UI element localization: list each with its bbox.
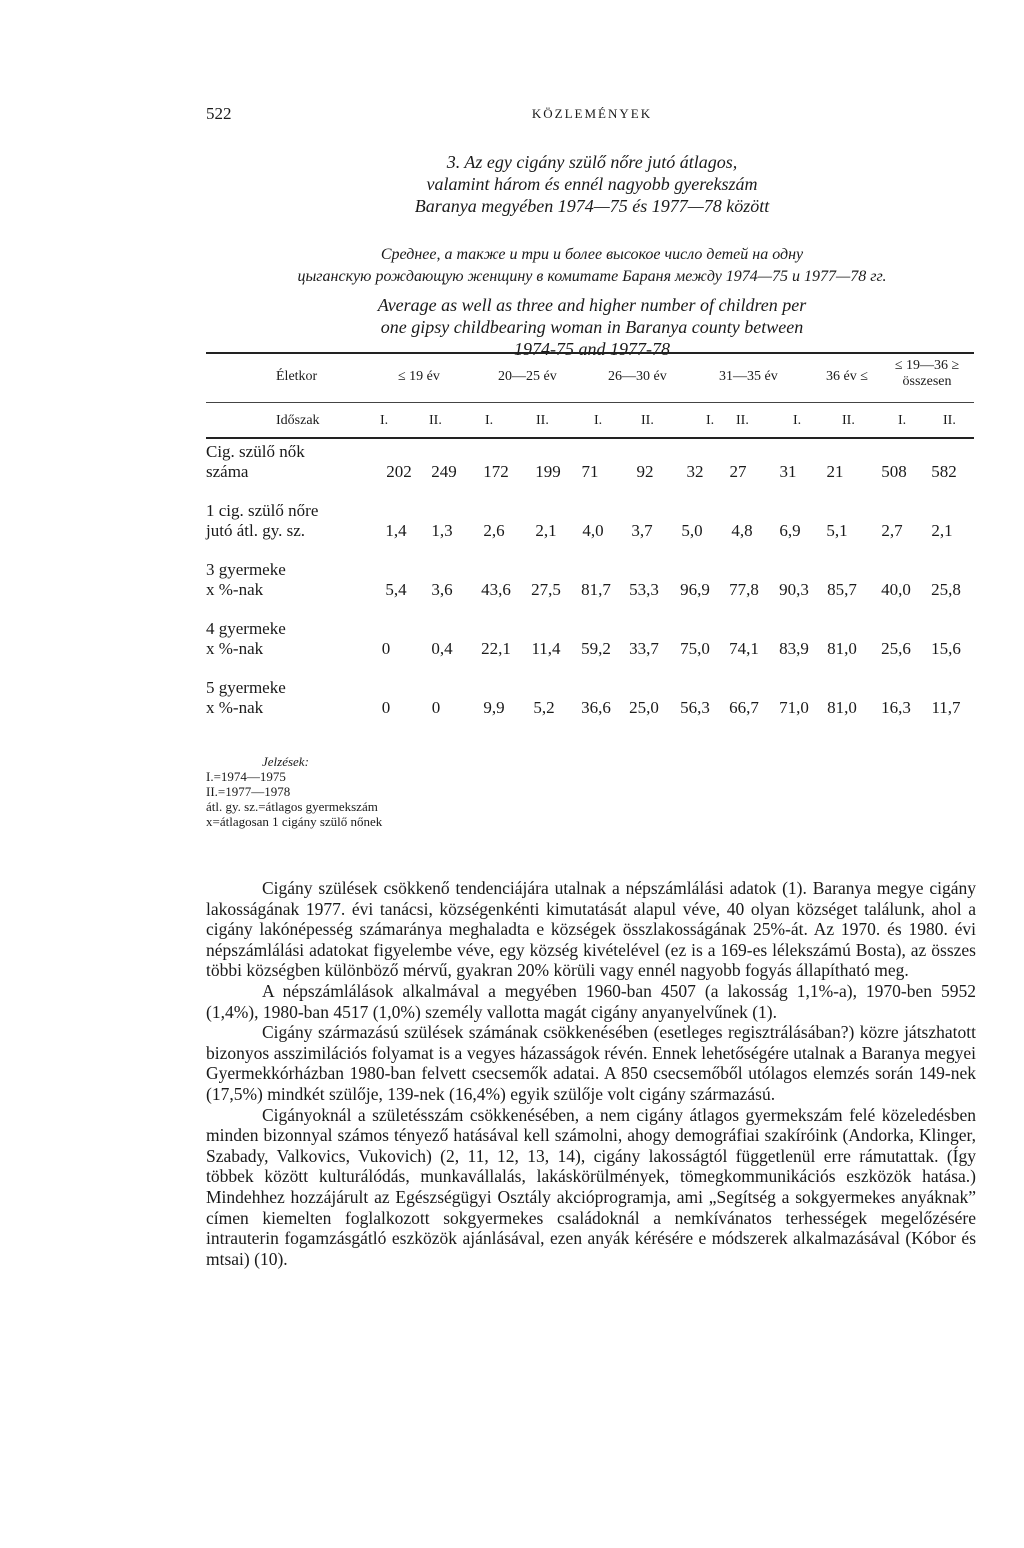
row-label: x %-nak (206, 580, 264, 599)
table-cell: 16,3 (881, 698, 911, 717)
row-label: 5 gyermeke (206, 678, 286, 697)
period-cell: I. (485, 413, 494, 428)
row-label: Cig. szülő nők (206, 442, 305, 461)
age-group-header: ≤ 19—36 ≥ (894, 358, 960, 373)
period-cell: I. (898, 413, 907, 428)
data-table-header (206, 352, 974, 439)
table-cell: 15,6 (931, 639, 961, 658)
table-cell: 56,3 (680, 698, 710, 717)
legend-item: I.=1974—1975 (206, 769, 286, 784)
table-cell: 1,3 (431, 521, 453, 540)
table-cell: 6,9 (779, 521, 801, 540)
row-label: x %-nak (206, 698, 264, 717)
row-label: 4 gyermeke (206, 619, 286, 638)
table-cell: 5,4 (385, 580, 407, 599)
period-cell: II. (736, 413, 749, 428)
table-caption-english (206, 294, 978, 360)
period-cell: I. (594, 413, 603, 428)
table-legend (206, 754, 382, 829)
legend-item: átl. gy. sz.=átlagos gyermekszám (206, 799, 378, 814)
row-label: 1 cig. szülő nőre (206, 501, 319, 520)
paragraph: Cigányoknál a születésszám csökkenésében, a nem cigány átlagos gyermekszám felé közeledésben minden bizonnyal számos tényező hatásával kell számolni, ahogy demográfiai szakíróink (Andorka, Klinger, Szabady, Valkovics, Vukovich) (2, 11, 12, 13, 14), cigány lakosságtól függetlenül erre rámutattak. (Így többek között kulturálódás, munkavállalás, lakáskörülmények, tömegkommunikációs eszközök hatása.) Mindehhez hozzájárult az Egészségügyi Osztály akcióprogramja, ami „Segítség a sokgyermekes anyáknak” címen kiemelten foglalkozott sokgyermekes családoknál a nemkívánatos terhességek megelőzésére intrauterin fogamzásgátló eszközök ajánlásával, ezen anyák kérésére e módszerek alkalmazásával (Kóbor és mtsai) (10). (206, 1104, 976, 1269)
caption-line: Среднее, а также и три и более высокое число детей на одну (380, 246, 804, 263)
running-head (206, 104, 978, 128)
period-label: Időszak (276, 413, 320, 428)
table-cell: 96,9 (680, 580, 710, 599)
paragraph: A népszámlálások alkalmával a megyében 1960-ban 4507 (a lakosság 1,1%-a), 1970-ben 5952 (1,4%), 1980-ban 4517 (1,0%) személy vallotta magát cigány anyanyelvűnek (1). (206, 980, 976, 1022)
table-cell: 2,1 (931, 521, 953, 540)
table-cell: 0 (381, 698, 391, 717)
legend-title: Jelzések: (262, 754, 309, 769)
table-cell: 9,9 (483, 698, 505, 717)
table-cell: 43,6 (481, 580, 511, 599)
period-cell: I. (793, 413, 802, 428)
total-header: összesen (902, 374, 952, 389)
period-cell: I. (380, 413, 389, 428)
legend-item: II.=1977—1978 (206, 784, 291, 799)
header-bottom-rule (206, 437, 974, 439)
table-cell: 83,9 (779, 639, 809, 658)
caption-line: Baranya megyében 1974—75 és 1977—78 között (414, 196, 770, 216)
table-cell: 40,0 (881, 580, 911, 599)
table-cell: 3,7 (631, 521, 653, 540)
paragraph: Cigány származású szülések számának csökkenésében (esetleges regisztrálásában?) közre játszhatott bizonyos asszimilációs folyamat is a vegyes házasságok révén. Ennek lehetőségére utalnak a Baranya megyei Gyermekkórházban 1980-ban felvett csecsemők adatai. A 850 csecsemőből utólagos elemzés során 149-nek (17,5%) mindkét szülője, 139-nek (16,4%) egyik szülője volt cigány származású. (206, 1022, 976, 1104)
table-cell: 249 (431, 462, 457, 481)
table-cell: 508 (881, 462, 907, 481)
caption-line: one gipsy childbearing woman in Baranya county between (380, 317, 804, 337)
page-number: 522 (206, 104, 232, 123)
table-cell: 0 (431, 698, 441, 717)
age-group-header: 36 év ≤ (826, 369, 868, 384)
period-cell: II. (943, 413, 956, 428)
table-cell: 582 (931, 462, 957, 481)
table-cell: 22,1 (481, 639, 511, 658)
paragraph: Cigány szülések csökkenő tendenciájára utalnak a népszámlálási adatok (1). Baranya megye cigány lakosságának 1977. évi tanácsi, községenkénti kimutatását alapul véve, 40 olyan községet találunk, ahol a cigány lakónépesség számaránya meghaladta e községek összlakosságának 25%-át. Az 1970. és 1980. évi népszámlálási adatokat figyelembe véve, egy község kivételével (ez is a 169-es lélekszámú Bosta), az összes többi községben különböző mérvű, gyakran 20% körüli vagy ennél nagyobb fogyás állapítható meg. (206, 878, 976, 981)
table-cell: 59,2 (581, 639, 611, 658)
row-label: x %-nak (206, 639, 264, 658)
table-cell: 1,4 (385, 521, 407, 540)
table-cell: 11,7 (931, 698, 961, 717)
table-cell: 77,8 (729, 580, 759, 599)
table-cell: 31 (779, 462, 797, 481)
age-group-header: 26—30 év (608, 369, 667, 384)
age-group-header-row (206, 354, 974, 402)
table-cell: 32 (686, 462, 704, 481)
table-cell: 36,6 (581, 698, 611, 717)
age-group-header: 31—35 év (719, 369, 778, 384)
period-cell: II. (641, 413, 654, 428)
caption-line: 1974-75 and 1977-78 (514, 339, 670, 359)
table-cell: 5,1 (826, 521, 848, 540)
table-caption-hungarian (206, 151, 978, 217)
table-cell: 0,4 (431, 639, 453, 658)
table-cell: 71 (581, 462, 599, 481)
table-cell: 66,7 (729, 698, 759, 717)
section-title: KÖZLEMÉNYEK (531, 106, 653, 121)
table-cell: 53,3 (629, 580, 659, 599)
caption-line: 3. Az egy cigány szülő nőre jutó átlagos, (446, 152, 738, 172)
table-cell: 81,0 (827, 698, 857, 717)
row-label: száma (206, 462, 249, 481)
table-cell: 75,0 (680, 639, 710, 658)
period-cell: II. (842, 413, 855, 428)
table-cell: 199 (535, 462, 561, 481)
age-group-header: ≤ 19 év (398, 369, 440, 384)
table-cell: 2,1 (535, 521, 557, 540)
legend-item: x=átlagosan 1 cigány szülő nőnek (206, 814, 383, 829)
table-cell: 81,7 (581, 580, 611, 599)
table-cell: 0 (381, 639, 391, 658)
period-cell: II. (429, 413, 442, 428)
table-cell: 25,0 (629, 698, 659, 717)
table-cell: 172 (483, 462, 509, 481)
table-cell: 3,6 (431, 580, 453, 599)
table-cell: 71,0 (779, 698, 809, 717)
table-cell: 74,1 (729, 639, 759, 658)
table-cell: 25,8 (931, 580, 961, 599)
table-caption-russian (206, 244, 978, 288)
table-cell: 5,0 (681, 521, 703, 540)
period-cell: II. (536, 413, 549, 428)
period-header-row (206, 403, 974, 437)
table-cell: 4,8 (731, 521, 753, 540)
table-cell: 85,7 (827, 580, 857, 599)
table-cell: 27 (729, 462, 747, 481)
row-label: 3 gyermeke (206, 560, 286, 579)
caption-line: valamint három és ennél nagyobb gyerekszám (426, 174, 758, 194)
table-cell: 2,7 (881, 521, 903, 540)
table-cell: 11,4 (531, 639, 561, 658)
age-group-header: 20—25 év (498, 369, 557, 384)
stub-header: Életkor (276, 369, 318, 384)
table-cell: 4,0 (582, 521, 604, 540)
table-cell: 90,3 (779, 580, 809, 599)
table-cell: 21 (826, 462, 844, 481)
table-cell: 27,5 (531, 580, 561, 599)
row-label: jutó átl. gy. sz. (206, 521, 305, 540)
article-body (206, 878, 976, 1269)
period-cell: I. (706, 413, 715, 428)
table-cell: 5,2 (533, 698, 555, 717)
table-cell: 92 (636, 462, 654, 481)
table-cell: 25,6 (881, 639, 911, 658)
table-cell: 202 (386, 462, 412, 481)
table-cell: 81,0 (827, 639, 857, 658)
caption-line: Average as well as three and higher number of children per (377, 295, 807, 315)
table-cell: 2,6 (483, 521, 505, 540)
table-cell: 33,7 (629, 639, 659, 658)
caption-line: цыганскую рождающую женщину в комитате Бараня между 1974—75 и 1977—78 гг. (297, 268, 887, 285)
